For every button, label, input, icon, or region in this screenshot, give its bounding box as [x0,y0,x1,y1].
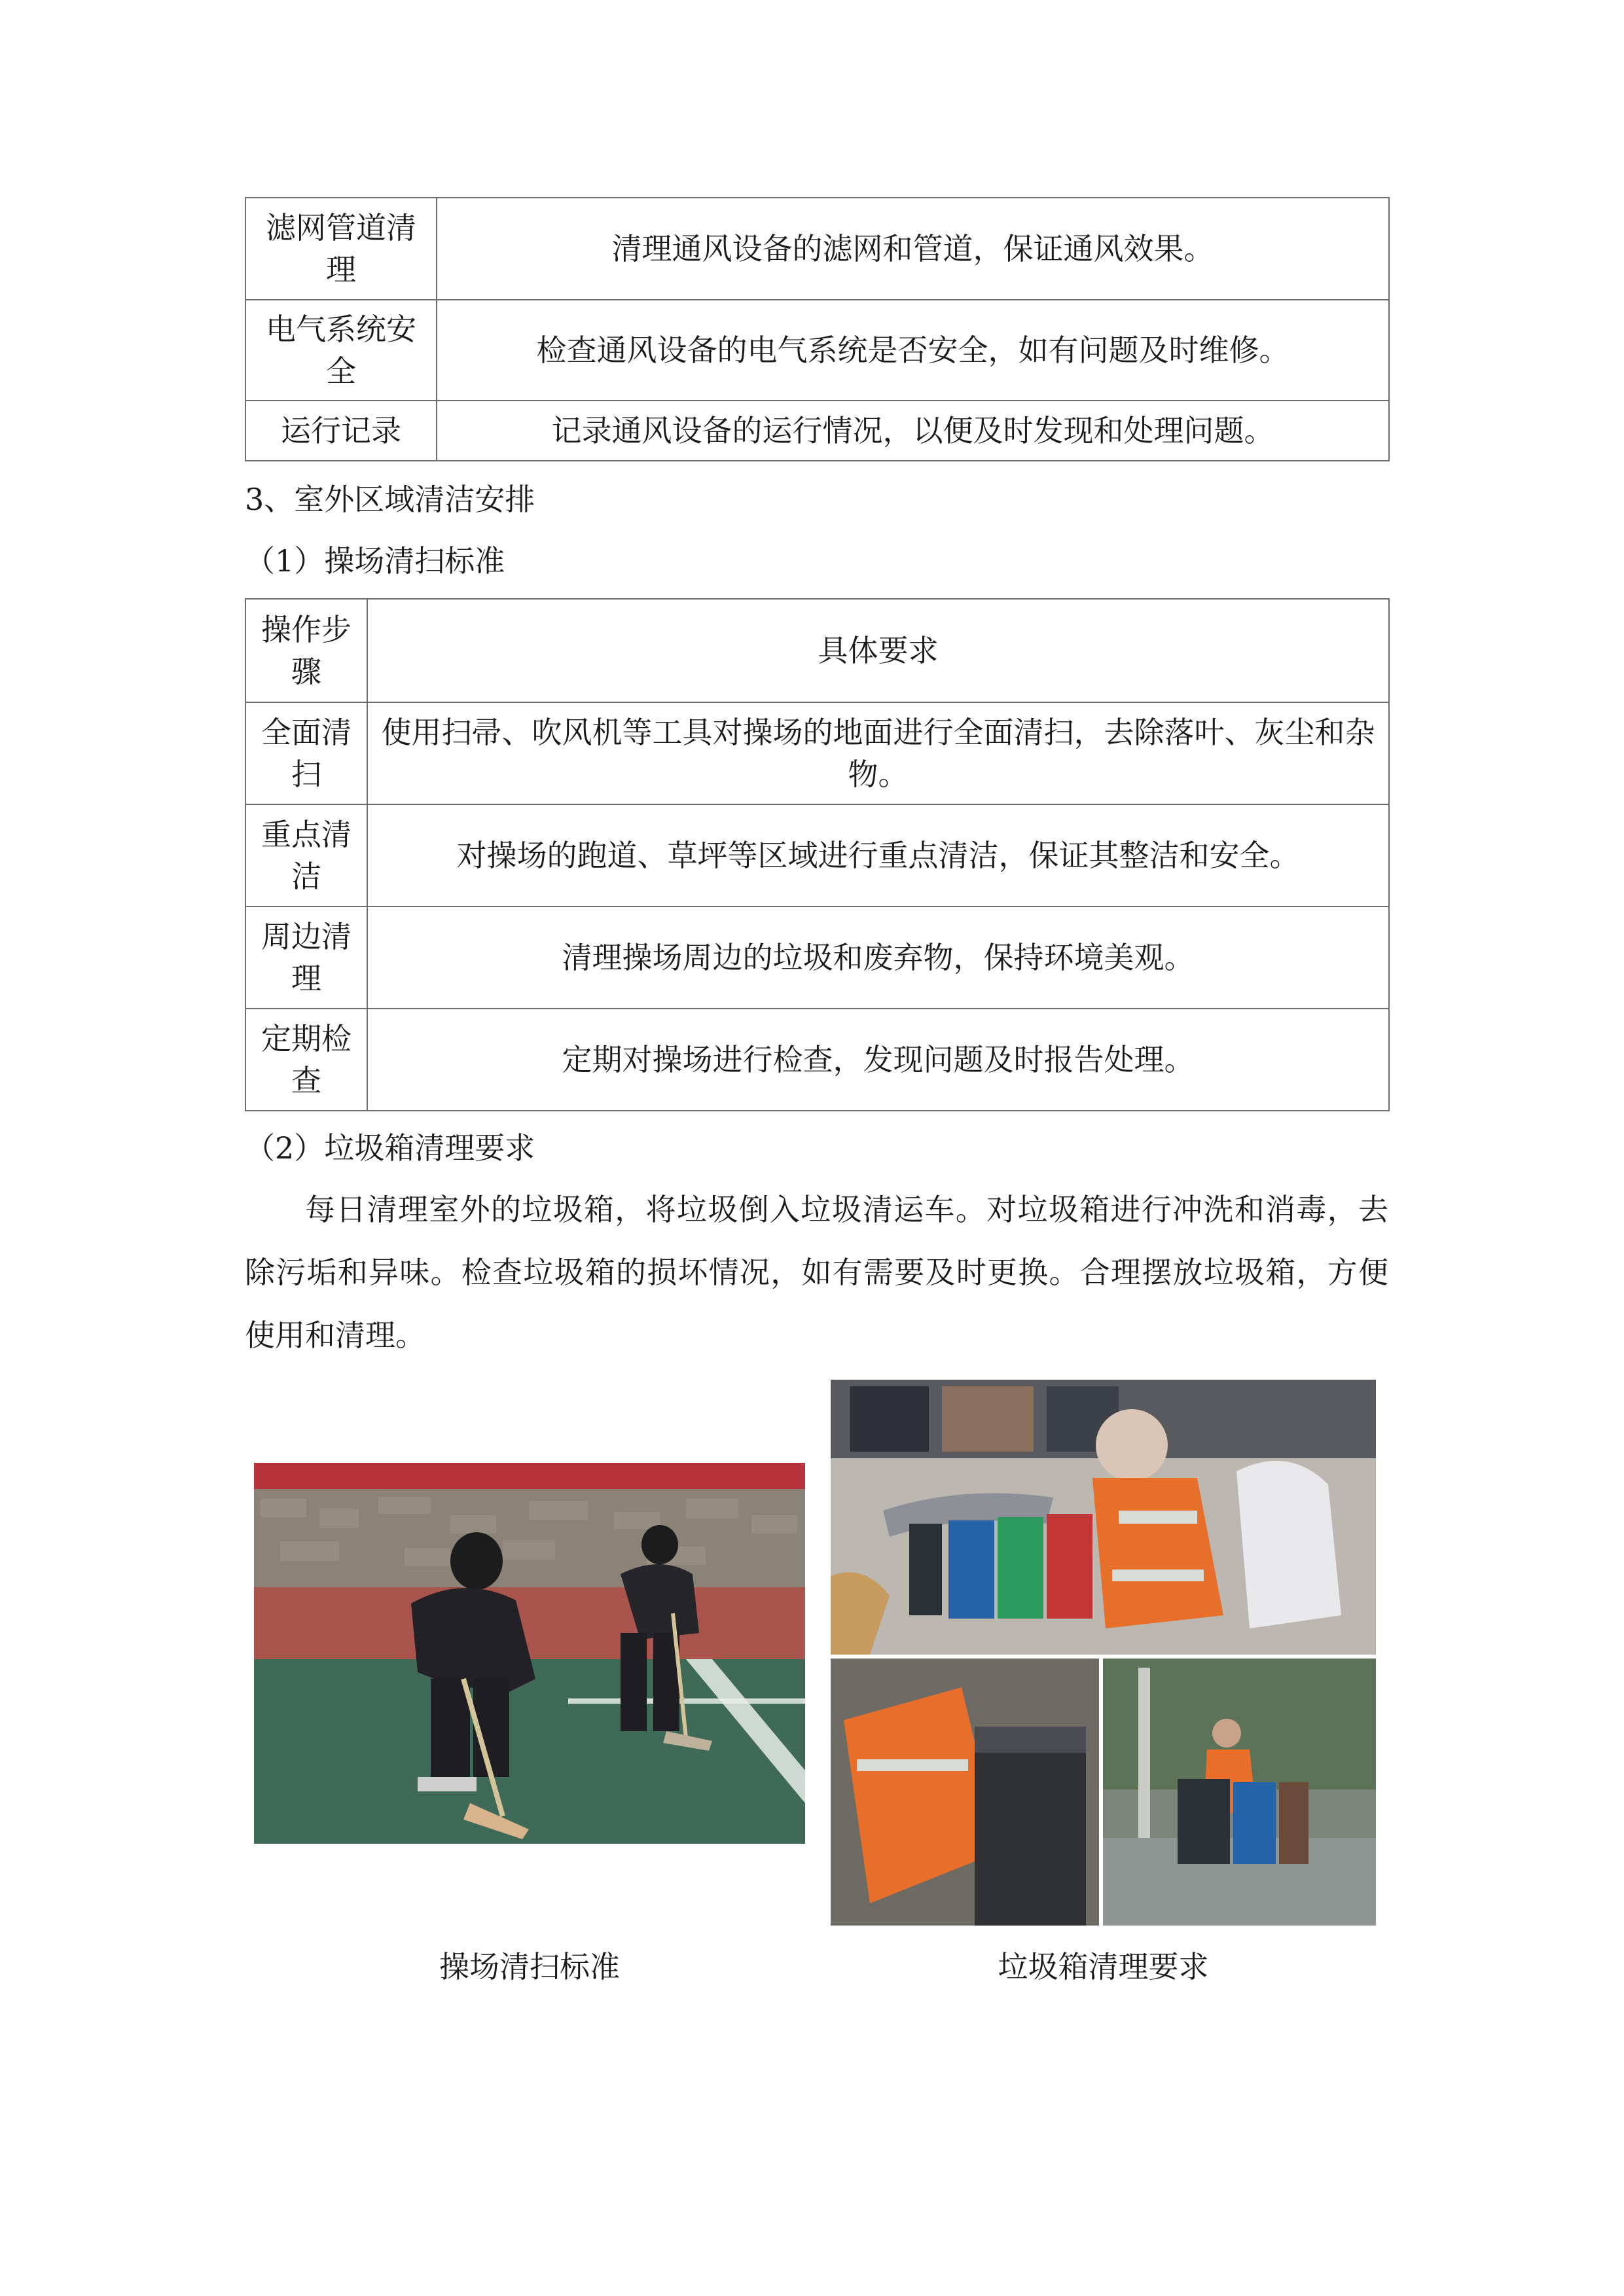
table-row [245,804,1389,906]
table-row [245,1009,1389,1111]
playground-sweeping-photo [254,1463,805,1844]
table-header-row [245,599,1389,702]
table-cell-requirement: 定期对操场进行检查，发现问题及时报告处理。 [367,1009,1389,1111]
body-paragraph: 每日清理室外的垃圾箱，将垃圾倒入垃圾清运车。对垃圾箱进行冲洗和消毒，去除污垢和异味。检查垃圾箱的损坏情况，如有需要及时更换。合理摆放垃圾箱，方便使用和清理。 [245,1192,1388,1353]
table-row [245,906,1389,1009]
table-cell-requirement: 清理操场周边的垃圾和废弃物，保持环境美观。 [367,906,1389,1009]
table-cell-step: 重点清洁 [245,804,367,906]
trash-bin-cleaning-photo [831,1380,1376,1926]
table-cell-step: 周边清理 [245,906,367,1009]
table-row [245,401,1389,461]
left-photo-caption: 操场清扫标准 [439,1949,620,1984]
table-cell-requirement: 对操场的跑道、草坪等区域进行重点清洁，保证其整洁和安全。 [367,804,1389,906]
table-cell-requirement: 使用扫帚、吹风机等工具对操场的地面进行全面清扫，去除落叶、灰尘和杂物。 [367,702,1389,804]
table-cell-requirement: 清理通风设备的滤网和管道，保证通风效果。 [437,198,1389,300]
table-row [245,300,1389,401]
table-header-step: 操作步骤 [245,599,367,702]
table-cell-step: 全面清扫 [245,702,367,804]
right-photo-caption: 垃圾箱清理要求 [998,1949,1209,1984]
section-heading: 3、室外区域清洁安排 [245,482,535,517]
subsection-heading: （1）操场清扫标准 [245,543,505,579]
table-cell-item: 电气系统安全 [245,300,437,401]
subsection-heading: （2）垃圾箱清理要求 [245,1130,535,1166]
table-cell-requirement: 检查通风设备的电气系统是否安全，如有问题及时维修。 [437,300,1389,401]
table-cell-item: 滤网管道清理 [245,198,437,300]
table-row [245,198,1389,300]
table-cell-requirement: 记录通风设备的运行情况，以便及时发现和处理问题。 [437,401,1389,461]
playground-cleaning-table [245,598,1390,1111]
table-row [245,702,1389,804]
table-header-requirement: 具体要求 [367,599,1389,702]
table-cell-step: 定期检查 [245,1009,367,1111]
ventilation-table [245,197,1390,461]
table-cell-item: 运行记录 [245,401,437,461]
